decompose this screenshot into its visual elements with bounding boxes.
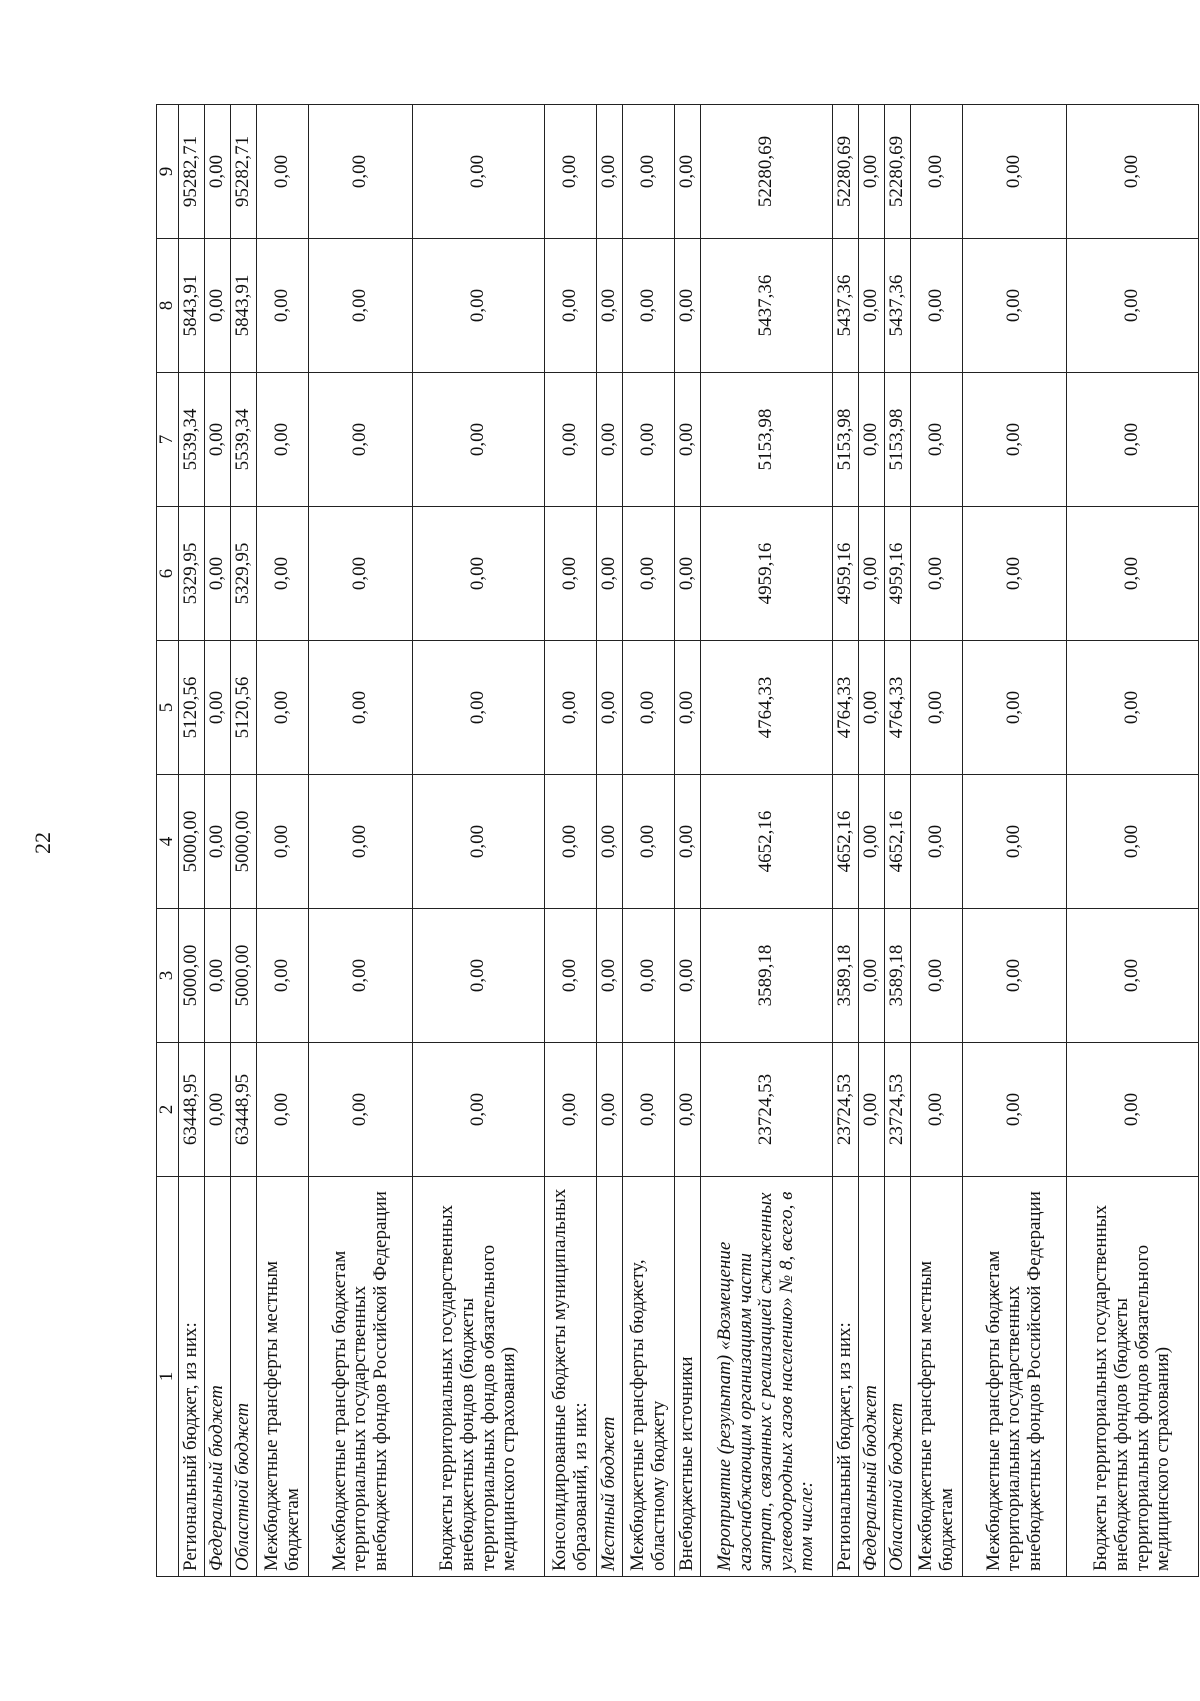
row-label: Консолидированные бюджеты муниципальных образований, из них:: [545, 1177, 597, 1577]
table-cell: 0,00: [597, 507, 623, 641]
table-cell: 0,00: [545, 909, 597, 1043]
table-cell: 23724,53: [701, 1043, 833, 1177]
table-cell: 0,00: [859, 641, 885, 775]
table-row: [257, 105, 309, 1577]
table-cell: 5539,34: [231, 373, 257, 507]
table-cell: 0,00: [597, 641, 623, 775]
table-cell: 5153,98: [885, 373, 911, 507]
table-cell: 0,00: [413, 909, 545, 1043]
table-cell: 4959,16: [701, 507, 833, 641]
row-label: Межбюджетные трансферты бюджетам территориальных государственных внебюджетных фондов Российской Федерации: [963, 1177, 1067, 1577]
table-cell: 0,00: [675, 641, 701, 775]
table-row: [597, 105, 623, 1577]
table-row: [231, 105, 257, 1577]
table-cell: 0,00: [963, 1043, 1067, 1177]
table-cell: 5120,56: [231, 641, 257, 775]
table-cell: 4764,33: [701, 641, 833, 775]
table-cell: 0,00: [597, 105, 623, 239]
table-cell: 23724,53: [833, 1043, 859, 1177]
table-cell: 0,00: [623, 507, 675, 641]
row-label: Межбюджетные трансферты бюджетам территориальных государственных внебюджетных фондов Российской Федерации: [309, 1177, 413, 1577]
table-cell: 0,00: [545, 239, 597, 373]
table-cell: 95282,71: [231, 105, 257, 239]
table-row: [545, 105, 597, 1577]
table-cell: 0,00: [963, 507, 1067, 641]
table-cell: 0,00: [623, 239, 675, 373]
table-cell: 0,00: [623, 373, 675, 507]
table-cell: 0,00: [859, 909, 885, 1043]
table-cell: 0,00: [597, 239, 623, 373]
table-cell: 5000,00: [179, 909, 205, 1043]
table-row: [413, 105, 545, 1577]
table-cell: 0,00: [859, 775, 885, 909]
row-label: Межбюджетные трансферты местным бюджетам: [911, 1177, 963, 1577]
table-cell: 0,00: [675, 373, 701, 507]
table-cell: 4652,16: [701, 775, 833, 909]
table-cell: 0,00: [257, 105, 309, 239]
table-cell: 0,00: [597, 775, 623, 909]
table-row: [205, 105, 231, 1577]
table-cell: 0,00: [623, 775, 675, 909]
table-cell: 0,00: [597, 909, 623, 1043]
table-cell: 0,00: [413, 1043, 545, 1177]
table-cell: 5153,98: [701, 373, 833, 507]
table-cell: 0,00: [963, 105, 1067, 239]
table-cell: 0,00: [545, 373, 597, 507]
table-cell: 0,00: [257, 641, 309, 775]
table-cell: 0,00: [911, 373, 963, 507]
table-cell: 5437,36: [833, 239, 859, 373]
table-cell: 0,00: [205, 1043, 231, 1177]
table-cell: 5329,95: [179, 507, 205, 641]
table-cell: 0,00: [205, 239, 231, 373]
row-label: Межбюджетные трансферты бюджету, областному бюджету: [623, 1177, 675, 1577]
row-label: Региональный бюджет, из них:: [179, 1177, 205, 1577]
table-cell: 5843,91: [231, 239, 257, 373]
table-cell: 4652,16: [833, 775, 859, 909]
column-header: 4: [157, 775, 179, 909]
table-cell: 0,00: [911, 1043, 963, 1177]
table-cell: 52280,69: [885, 105, 911, 239]
table-cell: 5539,34: [179, 373, 205, 507]
table-row: [701, 105, 833, 1577]
table-row: [1067, 105, 1199, 1577]
table-row: [675, 105, 701, 1577]
table-cell: 0,00: [1067, 373, 1199, 507]
table-cell: 0,00: [413, 373, 545, 507]
row-label: Бюджеты территориальных государственных внебюджетных фондов (бюджеты территориальных фондов обязательного медицинского страхования): [1067, 1177, 1199, 1577]
page-number: 22: [30, 832, 55, 854]
table-cell: 0,00: [257, 373, 309, 507]
row-label: Федеральный бюджет: [205, 1177, 231, 1577]
table-cell: 0,00: [675, 507, 701, 641]
table-cell: 0,00: [413, 641, 545, 775]
row-label: Внебюджетные источники: [675, 1177, 701, 1577]
table-cell: 0,00: [675, 775, 701, 909]
table-row: [963, 105, 1067, 1577]
table-cell: 0,00: [545, 641, 597, 775]
table-cell: 4764,33: [885, 641, 911, 775]
table-cell: 23724,53: [885, 1043, 911, 1177]
table-cell: 0,00: [1067, 641, 1199, 775]
table-cell: 0,00: [309, 909, 413, 1043]
row-label: Региональный бюджет, из них:: [833, 1177, 859, 1577]
table-cell: 0,00: [413, 775, 545, 909]
table-body: [179, 105, 1199, 1577]
table-cell: 0,00: [623, 1043, 675, 1177]
table-cell: 0,00: [911, 641, 963, 775]
table-header-row: [157, 105, 179, 1577]
table-cell: 5437,36: [701, 239, 833, 373]
table-cell: 0,00: [859, 1043, 885, 1177]
table-cell: 0,00: [859, 373, 885, 507]
table-cell: 5000,00: [231, 909, 257, 1043]
row-label: Областной бюджет: [885, 1177, 911, 1577]
table-row: [179, 105, 205, 1577]
table-cell: 0,00: [309, 775, 413, 909]
table-cell: 0,00: [1067, 105, 1199, 239]
table-cell: 0,00: [911, 507, 963, 641]
table-cell: 63448,95: [231, 1043, 257, 1177]
table-cell: 0,00: [545, 507, 597, 641]
table-cell: 0,00: [309, 105, 413, 239]
table-cell: 5437,36: [885, 239, 911, 373]
table-cell: 0,00: [911, 105, 963, 239]
table-cell: 0,00: [963, 373, 1067, 507]
table-cell: 3589,18: [833, 909, 859, 1043]
table-cell: 0,00: [309, 507, 413, 641]
table-cell: 0,00: [859, 239, 885, 373]
table-row: [309, 105, 413, 1577]
table-row: [623, 105, 675, 1577]
table-cell: 5120,56: [179, 641, 205, 775]
table-cell: 0,00: [413, 239, 545, 373]
column-header: 3: [157, 909, 179, 1043]
table-cell: 0,00: [1067, 1043, 1199, 1177]
table-cell: 0,00: [205, 105, 231, 239]
table-cell: 4764,33: [833, 641, 859, 775]
table-cell: 0,00: [623, 641, 675, 775]
table-row: [859, 105, 885, 1577]
table-cell: 3589,18: [885, 909, 911, 1043]
table-cell: 0,00: [675, 1043, 701, 1177]
column-header: 6: [157, 507, 179, 641]
row-label: Мероприятие (результат) «Возмещение газоснабжающим организациям части затрат, связанных с реализацией сжиженных углеводородных газов населению» № 8, всего, в том числе:: [701, 1177, 833, 1577]
table-cell: 0,00: [257, 1043, 309, 1177]
table-cell: 0,00: [675, 909, 701, 1043]
table-cell: 63448,95: [179, 1043, 205, 1177]
budget-table: [156, 104, 1199, 1577]
table-cell: 0,00: [1067, 909, 1199, 1043]
table-cell: 0,00: [963, 909, 1067, 1043]
table-cell: 52280,69: [833, 105, 859, 239]
table-row: [833, 105, 859, 1577]
table-cell: 52280,69: [701, 105, 833, 239]
column-header: 2: [157, 1043, 179, 1177]
row-label: Федеральный бюджет: [859, 1177, 885, 1577]
table-cell: 0,00: [309, 641, 413, 775]
table-cell: 5000,00: [231, 775, 257, 909]
table-cell: 0,00: [413, 507, 545, 641]
table-row: [885, 105, 911, 1577]
table-cell: 0,00: [623, 105, 675, 239]
table-cell: 0,00: [597, 1043, 623, 1177]
budget-table-wrapper: [156, 107, 1174, 1577]
column-header: 5: [157, 641, 179, 775]
table-cell: 0,00: [1067, 239, 1199, 373]
table-cell: 4652,16: [885, 775, 911, 909]
table-cell: 95282,71: [179, 105, 205, 239]
column-header: 8: [157, 239, 179, 373]
column-header: 1: [157, 1177, 179, 1577]
table-cell: 0,00: [309, 239, 413, 373]
table-cell: 0,00: [309, 373, 413, 507]
table-cell: 0,00: [1067, 775, 1199, 909]
table-cell: 0,00: [545, 1043, 597, 1177]
table-cell: 5329,95: [231, 507, 257, 641]
table-cell: 0,00: [205, 373, 231, 507]
table-cell: 0,00: [257, 239, 309, 373]
table-cell: 0,00: [963, 775, 1067, 909]
row-label: Межбюджетные трансферты местным бюджетам: [257, 1177, 309, 1577]
table-cell: 0,00: [859, 105, 885, 239]
row-label: Областной бюджет: [231, 1177, 257, 1577]
table-cell: 0,00: [911, 775, 963, 909]
table-cell: 0,00: [205, 909, 231, 1043]
table-cell: 0,00: [309, 1043, 413, 1177]
table-row: [911, 105, 963, 1577]
table-cell: 0,00: [545, 105, 597, 239]
table-cell: 5153,98: [833, 373, 859, 507]
table-cell: 3589,18: [701, 909, 833, 1043]
table-cell: 0,00: [675, 239, 701, 373]
table-cell: 0,00: [675, 105, 701, 239]
table-cell: 0,00: [257, 909, 309, 1043]
table-cell: 4959,16: [885, 507, 911, 641]
table-cell: 5000,00: [179, 775, 205, 909]
row-label: Бюджеты территориальных государственных внебюджетных фондов (бюджеты территориальных фондов обязательного медицинского страхования): [413, 1177, 545, 1577]
column-header: 9: [157, 105, 179, 239]
table-cell: 0,00: [597, 373, 623, 507]
table-cell: 0,00: [911, 909, 963, 1043]
table-cell: 0,00: [205, 641, 231, 775]
table-cell: 0,00: [859, 507, 885, 641]
row-label: Местный бюджет: [597, 1177, 623, 1577]
table-cell: 4959,16: [833, 507, 859, 641]
table-cell: 0,00: [205, 775, 231, 909]
column-header: 7: [157, 373, 179, 507]
table-cell: 0,00: [413, 105, 545, 239]
table-cell: 0,00: [1067, 507, 1199, 641]
table-cell: 5843,91: [179, 239, 205, 373]
table-cell: 0,00: [963, 641, 1067, 775]
table-cell: 0,00: [623, 909, 675, 1043]
table-cell: 0,00: [257, 775, 309, 909]
table-cell: 0,00: [911, 239, 963, 373]
table-cell: 0,00: [205, 507, 231, 641]
table-cell: 0,00: [545, 775, 597, 909]
table-cell: 0,00: [257, 507, 309, 641]
table-cell: 0,00: [963, 239, 1067, 373]
